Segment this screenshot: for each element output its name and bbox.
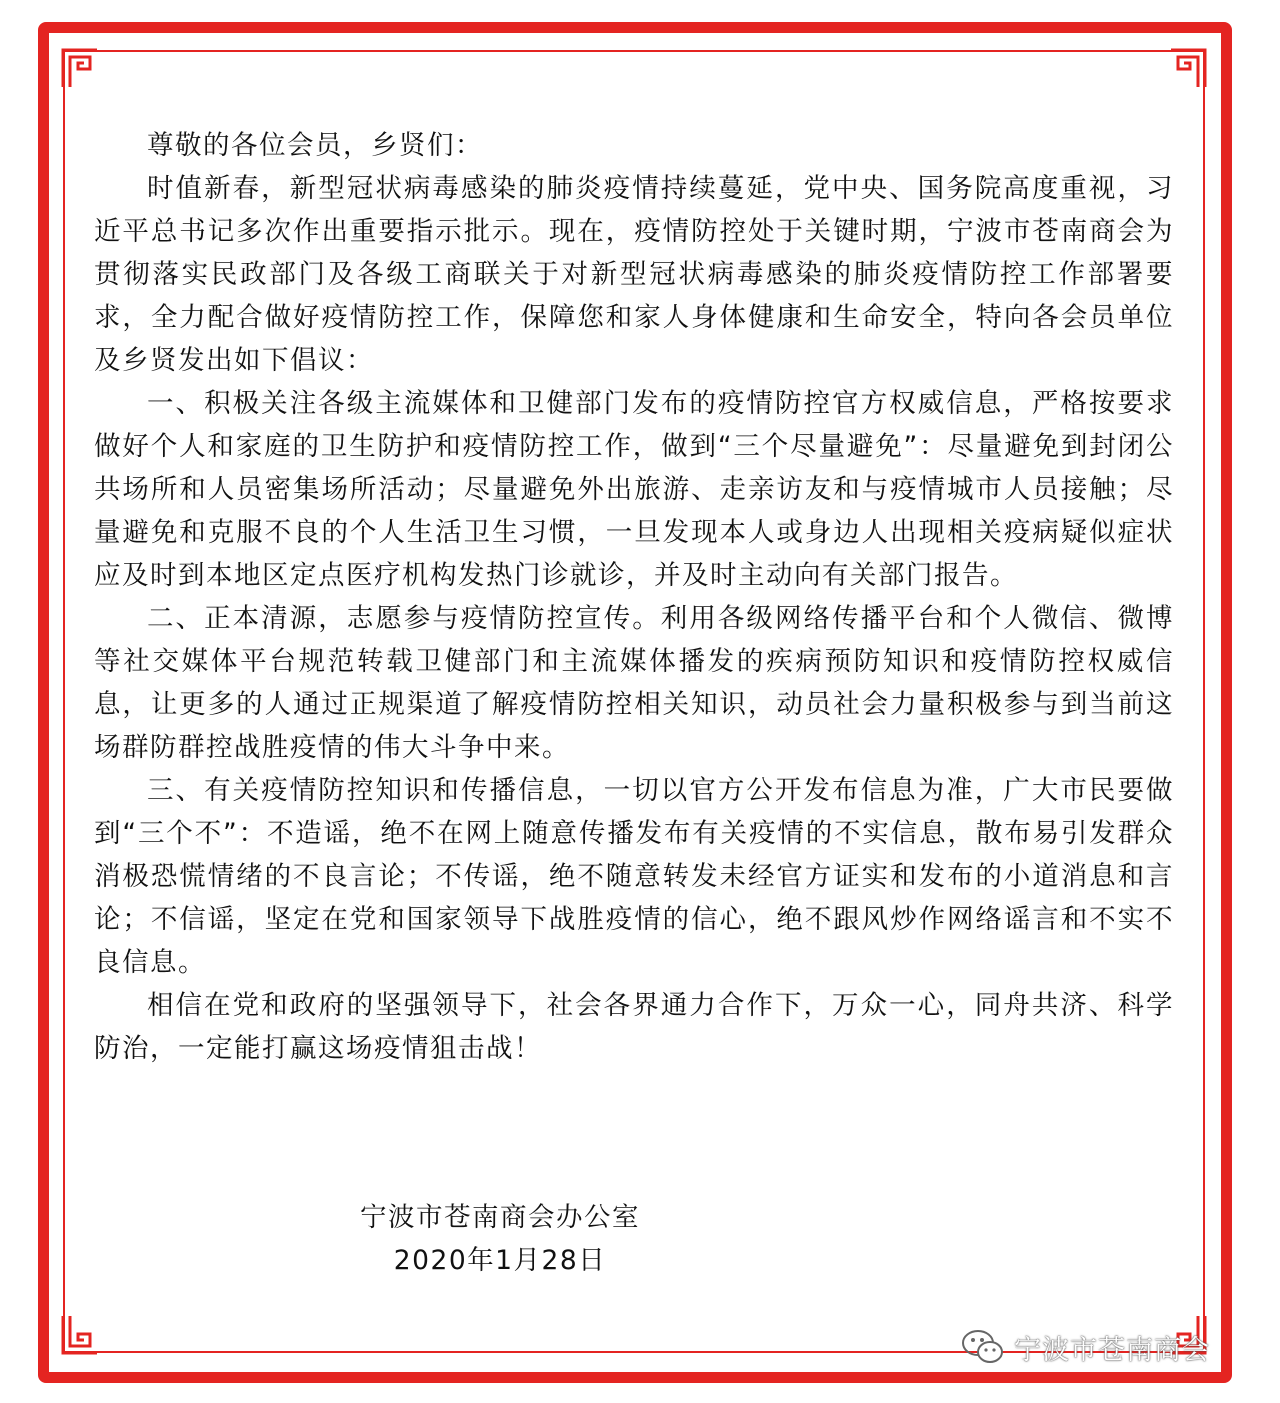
paragraph-point-3: 三、有关疫情防控知识和传播信息，一切以官方公开发布信息为准，广大市民要做到“三个不”：不造谣，绝不在网上随意传播发布有关疫情的不实信息，散布易引发群众消极恐慌情绪的不良言论；不传谣，绝不随意转发未经官方证实和发布的小道消息和言论；不信谣，坚定在党和国家领导下战胜疫情的信心，绝不跟风炒作网络谣言和不实不良信息。 bbox=[94, 775, 1174, 978]
signature-block bbox=[300, 1196, 700, 1282]
paragraph-intro: 时值新春，新型冠状病毒感染的肺炎疫情持续蔓延，党中央、国务院高度重视，习近平总书记多次作出重要指示批示。现在，疫情防控处于关键时期，宁波市苍南商会为贯彻落实民政部门及各级工商联关于对新型冠状病毒感染的肺炎疫情防控工作部署要求，全力配合做好疫情防控工作，保障您和家人身体健康和生命安全，特向各会员单位及乡贤发出如下倡议： bbox=[94, 173, 1174, 376]
corner-ornament-bottom-left bbox=[60, 1316, 100, 1356]
signature-organization: 宁波市苍南商会办公室 bbox=[360, 1202, 640, 1233]
letter-body bbox=[94, 124, 1174, 1070]
paragraph-point-2: 二、正本清源，志愿参与疫情防控宣传。利用各级网络传播平台和个人微信、微博等社交媒体平台规范转载卫健部门和主流媒体播发的疾病预防知识和疫情防控权威信息，让更多的人通过正规渠道了解疫情防控相关知识，动员社会力量积极参与到当前这场群防群控战胜疫情的伟大斗争中来。 bbox=[94, 603, 1174, 763]
wechat-watermark bbox=[960, 1325, 1210, 1369]
corner-ornament-top-left bbox=[60, 47, 100, 87]
signature-date: 2020年1月28日 bbox=[393, 1245, 607, 1276]
paragraph-closing: 相信在党和政府的坚强领导下，社会各界通力合作下，万众一心，同舟共济、科学防治，一定能打赢这场疫情狙击战！ bbox=[94, 990, 1174, 1064]
corner-ornament-top-right bbox=[1168, 47, 1208, 87]
paragraph-point-1: 一、积极关注各级主流媒体和卫健部门发布的疫情防控官方权威信息，严格按要求做好个人和家庭的卫生防护和疫情防控工作，做到“三个尽量避免”：尽量避免到封闭公共场所和人员密集场所活动；尽量避免外出旅游、走亲访友和与疫情城市人员接触；尽量避免和克服不良的个人生活卫生习惯，一旦发现本人或身边人出现相关疫病疑似症状应及时到本地区定点医疗机构发热门诊就诊，并及时主动向有关部门报告。 bbox=[94, 388, 1174, 591]
wechat-icon bbox=[960, 1327, 1006, 1367]
watermark-text: 宁波市苍南商会 bbox=[1014, 1334, 1210, 1366]
greeting: 尊敬的各位会员，乡贤们： bbox=[147, 130, 483, 161]
